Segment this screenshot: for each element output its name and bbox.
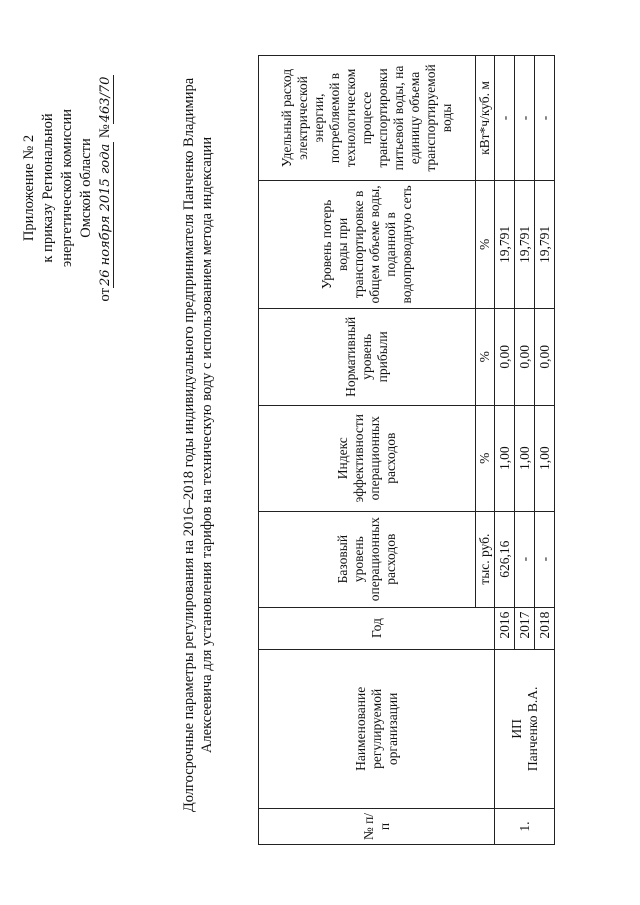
year-cell: 2018 [535,607,555,649]
loss-cell: 19,791 [515,180,535,308]
document-title [180,45,216,845]
header-efficiency-index: Индекс эффективности операционных расходов [259,405,476,511]
title-line-1: Долгосрочные параметры регулирования на 2016–2018 годы индивидуального предпринимателя Панченко Владимира [181,77,197,813]
appendix-date-line [96,58,115,318]
base-cell: - [515,511,535,607]
index-cell: 1,00 [515,405,535,511]
header-num: № п/п [259,809,495,845]
unit-profit: % [476,308,495,405]
loss-cell: 19,791 [495,180,515,308]
org-name: Панченко В.А. [524,686,540,772]
header-year: Год [259,607,495,649]
unit-energy: кВт*ч/куб. м [476,56,495,181]
table-row [495,56,515,845]
unit-base: тыс. руб. [476,511,495,607]
handwritten-number: 463/70 [98,76,113,123]
energy-cell: - [535,56,555,181]
index-cell: 1,00 [535,405,555,511]
energy-cell: - [495,56,515,181]
unit-loss: % [476,180,495,308]
date-prefix: от [97,288,113,302]
handwritten-date: 26 ноября 2015 года [98,143,113,287]
header-base-opex: Базовый уровень операционных расходов [259,511,476,607]
year-cell: 2016 [495,607,515,649]
profit-cell: 0,00 [515,308,535,405]
header-org: Наименование регулируемой организации [259,649,495,809]
appendix-block [20,58,115,318]
profit-cell: 0,00 [495,308,515,405]
header-energy-consumption: Удельный расход электрической энергии, потребляемой в технологическом процессе транспортировки питьевой воды, на единицу объема транспортируемой воды [259,56,476,181]
appendix-region-line: Омской области [78,138,94,238]
year-cell: 2017 [515,607,535,649]
appendix-order-line: к приказу Региональной [40,113,56,263]
unit-index: % [476,405,495,511]
number-prefix: № [97,124,113,139]
header-water-loss: Уровень потерь воды при транспортировке в общем объеме воды, поданной в водопроводную сеть [259,180,476,308]
title-line-2: Алексеевича для установления тарифов на техническую воду с использованием метода индексации [199,136,215,754]
appendix-commission-line: энергетической комиссии [59,108,75,268]
appendix-title: Приложение № 2 [21,134,37,242]
profit-cell: 0,00 [535,308,555,405]
org-type: ИП [508,719,524,739]
base-cell: 626,16 [495,511,515,607]
loss-cell: 19,791 [535,180,555,308]
table-header-row [259,56,476,845]
base-cell: - [535,511,555,607]
parameters-table [258,55,555,845]
index-cell: 1,00 [495,405,515,511]
header-profit-level: Нормативный уровень прибыли [259,308,476,405]
org-name-cell [495,649,555,809]
energy-cell: - [515,56,535,181]
row-number: 1. [495,809,555,845]
